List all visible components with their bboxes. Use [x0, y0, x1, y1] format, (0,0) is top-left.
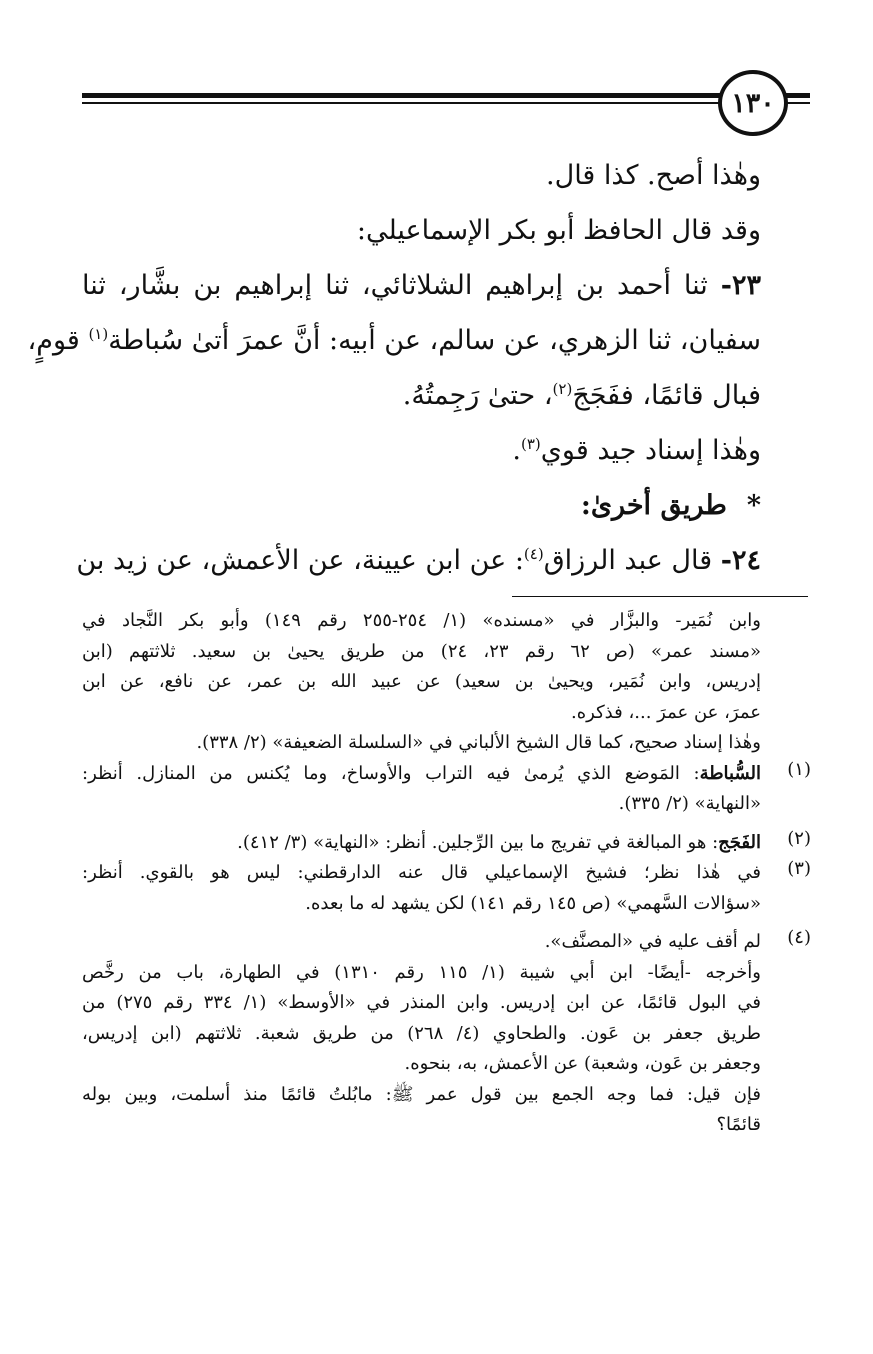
text: قال عبد الرزاق [543, 545, 713, 576]
text: وهٰذا أصح. كذا قال. [546, 160, 761, 191]
main-line [82, 258, 761, 313]
main-text [27, 148, 761, 588]
term: السُّباطة [699, 762, 761, 784]
footnote-line: السُّباطة: المَوضع الذي يُرمىٰ فيه التراب والأوساخ، وما يُكنس من المنازل. أنظر: [82, 762, 761, 784]
text: . [512, 435, 521, 466]
footnote-ref: (١) [88, 325, 109, 343]
footnote-line: لم أقف عليه في «المصنَّف». [544, 931, 761, 952]
footnote-line: الفَجَج: هو المبالغة في تفريج ما بين الرِّجلين. أنظر: «النهاية» (٣/ ٤١٢). [237, 831, 761, 853]
footnote-line: وجعفر بن عَون، وشعبة) عن الأعمش، به، بنحوه. [404, 1053, 761, 1074]
footnote-line: إدريس، وابن نُمَير، ويحيىٰ بن سعيد) عن عبيد الله بن عمر، عن نافع، عن ابن [82, 671, 761, 692]
footnote-number: (٣) [787, 858, 811, 879]
footnote-line: وهٰذا إسناد صحيح، كما قال الشيخ الألباني في «السلسلة الضعيفة» (٢/ ٣٣٨). [196, 732, 761, 753]
page-header [82, 72, 810, 132]
text: وهٰذا إسناد جيد قوي [540, 435, 761, 466]
term: الفَجَج [718, 831, 761, 853]
footnote-line: طريق جعفر بن عَون. والطحاوي (٤/ ٢٦٨) من طريق شعبة. ثلاثتهم (ابن إدريس، [82, 1022, 761, 1044]
main-line [82, 148, 761, 203]
footnote-3 [82, 858, 811, 919]
footnote-1 [82, 758, 811, 820]
page-number: ١٣٠ [718, 70, 788, 136]
footnotes [82, 606, 811, 1141]
text: سفيان، ثنا الزهري، عن سالم، عن أبيه: أنَّ عمرَ أتىٰ سُباطة [108, 325, 761, 356]
header-rule-thin [82, 102, 810, 104]
text: وقد قال الحافظ أبو بكر الإسماعيلي: [356, 215, 761, 246]
heading-text: طريق أخرىٰ: [580, 490, 727, 521]
text: هو المبالغة في تفريج ما بين الرِّجلين. أنظر: «النهاية» (٣/ ٤١٢). [237, 831, 707, 853]
footnote-4 [82, 927, 811, 958]
text: ، حتىٰ رَجِمتُهُ. [402, 380, 553, 411]
footnote-line: وأخرجه -أيضًا- ابن أبي شيبة (١/ ١١٥ رقم ١٣١٠) في الطهارة، باب من رخَّص [82, 961, 761, 983]
footnote-line: في البول قائمًا، عن ابن إدريس. وابن المنذر في «الأوسط» (١/ ٣٣٤ رقم ٢٧٥) من [82, 992, 761, 1013]
text: : عن ابن عيينة، عن الأعمش، عن زيد بن [76, 545, 524, 576]
main-line [27, 313, 761, 368]
footnote-line: عمرَ، عن عمرَ ...، فذكره. [571, 701, 761, 723]
text: ثنا أحمد بن إبراهيم الشلاثائي، ثنا إبراهيم بن بشَّار، ثنا [82, 270, 708, 301]
footnote-ref: (٣) [521, 435, 541, 453]
footnote-number: (١) [787, 758, 811, 780]
main-line [82, 423, 761, 478]
text: فبال قائمًا، ففَجَجَ [572, 380, 761, 411]
star-marker: * [746, 490, 761, 521]
footnote-line: في هٰذا نظر؛ فشيخ الإسماعيلي قال عنه الدارقطني: ليس هو بالقوي. أنظر: [82, 862, 761, 883]
footnote-number: (٢) [787, 827, 811, 849]
text: المَوضع الذي يُرمىٰ فيه التراب والأوساخ، وما يُكنس من المنازل. أنظر: [82, 762, 680, 784]
footnote-line: «مسند عمر» (ص ٦٢ رقم ٢٣، ٢٤) من طريق يحيىٰ بن سعيد. ثلاثتهم (ابن [82, 640, 762, 662]
footnote-number: (٤) [787, 927, 811, 948]
main-line [82, 368, 761, 423]
footnote-line: قائمًا؟ [716, 1114, 761, 1135]
header-rule-thick [82, 93, 810, 98]
footnote-line: وابن نُمَير- والبزَّار في «مسنده» (١/ ٢٥٤-٢٥٥ رقم ١٤٩) وأبو بكر النَّجاد في [82, 610, 761, 631]
text: قومٍ، [27, 325, 80, 356]
footnote-line: فإن قيل: فما وجه الجمع بين قول عمر ﷺ: مابُلتُ قائمًا منذ أسلمت، وبين بوله [82, 1083, 761, 1105]
footnote-ref: (٢) [552, 380, 573, 398]
section-heading [82, 478, 761, 533]
main-line [76, 533, 761, 588]
main-line [82, 203, 761, 258]
footnote-divider [512, 596, 808, 597]
footnote-line: «سؤالات السَّهمي» (ص ١٤٥ رقم ١٤١) لكن يشهد له ما بعده. [305, 892, 761, 914]
footnote-line: «النهاية» (٢/ ٣٣٥). [618, 793, 761, 814]
footnote-2 [82, 827, 811, 859]
footnote-ref: (٤) [523, 545, 544, 563]
entry-number: ٢٤- [720, 545, 761, 576]
entry-number: ٢٣- [720, 270, 761, 301]
